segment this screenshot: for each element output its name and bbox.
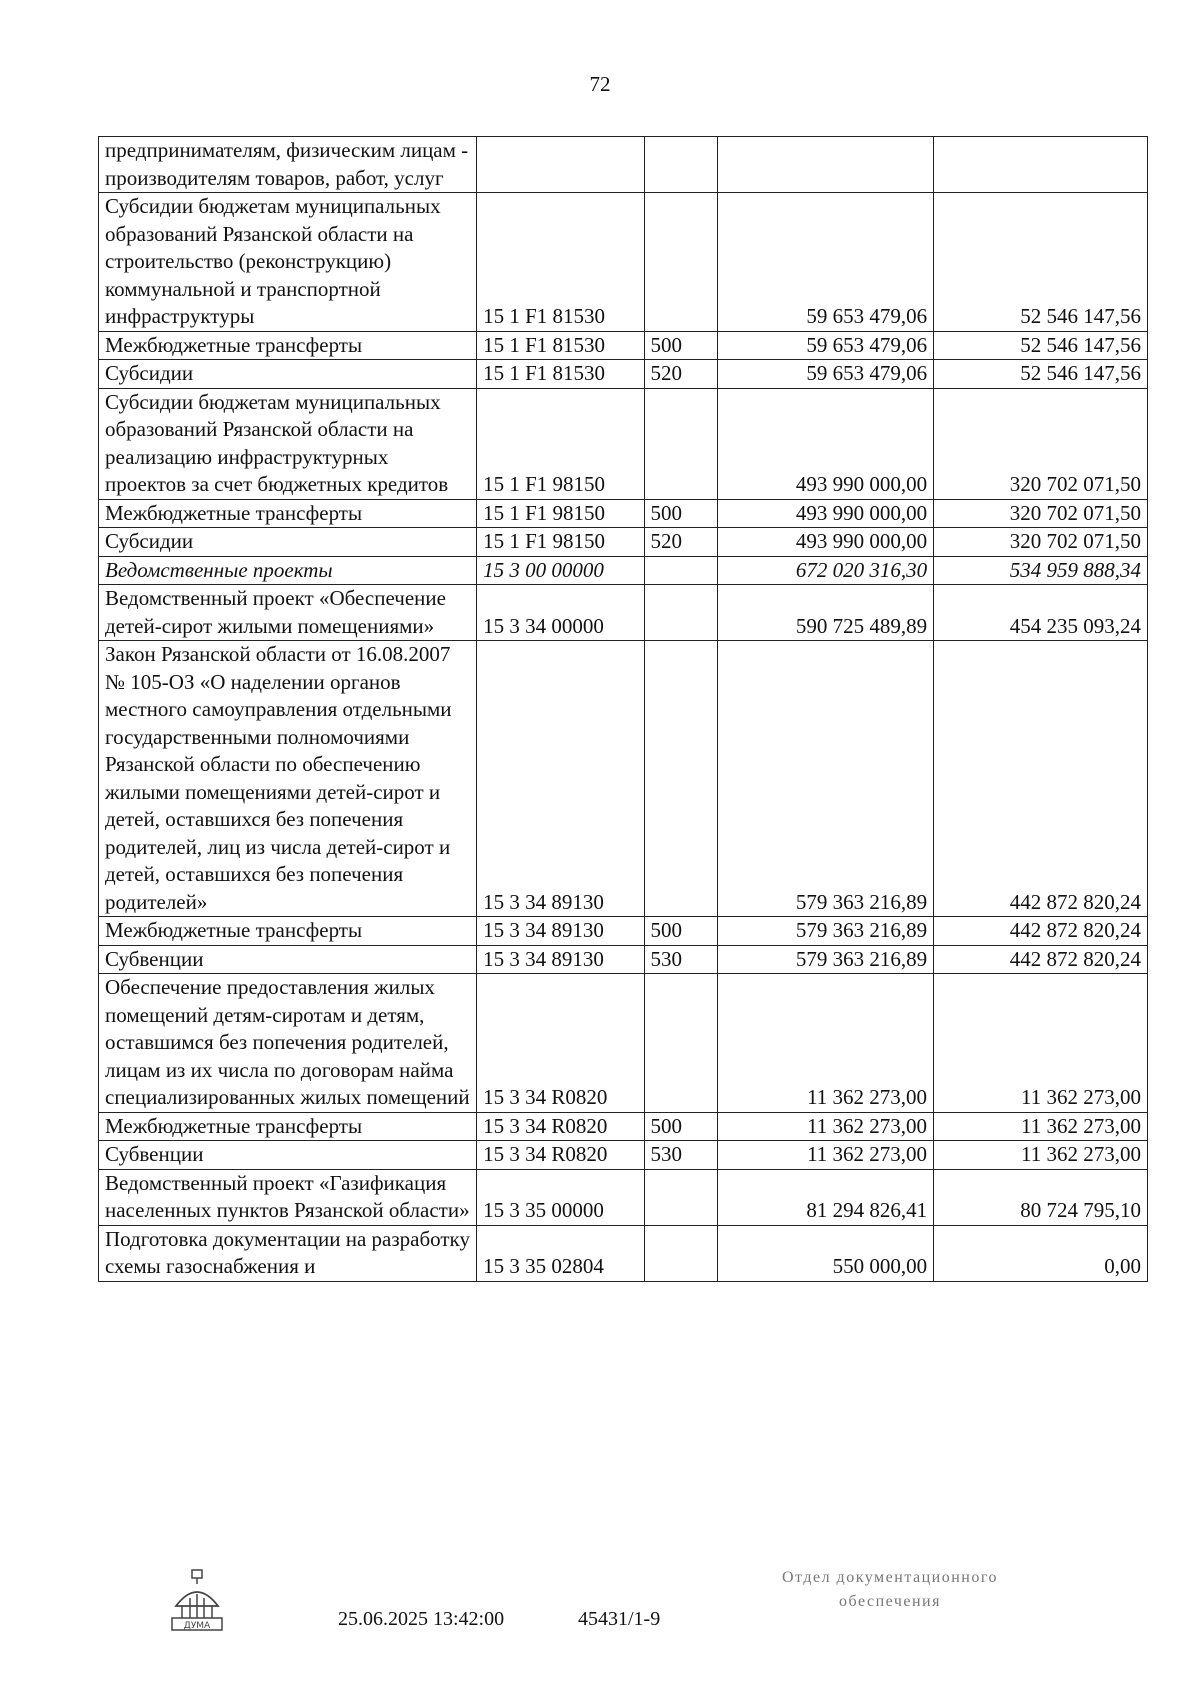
row-name-cell: Межбюджетные трансферты	[99, 917, 477, 946]
row-name-cell: Ведомственный проект «Газификация населенных пунктов Рязанской области»	[99, 1169, 477, 1225]
row-type-cell	[644, 974, 717, 1113]
row-amount2-cell: 320 702 071,50	[934, 528, 1148, 557]
table-row	[99, 641, 1148, 917]
row-type-cell	[644, 1225, 717, 1281]
row-code-cell: 15 1 F1 98150	[477, 499, 644, 528]
row-amount1-cell: 550 000,00	[718, 1225, 934, 1281]
table-row	[99, 585, 1148, 641]
duma-logo-icon	[168, 1568, 226, 1632]
row-type-cell	[644, 137, 717, 193]
row-name-cell: Закон Рязанской области от 16.08.2007 № 105-ОЗ «О наделении органов местного самоуправления отдельными государственными полномочиями Рязанской области по обеспечению жилыми помещениями детей-сирот и детей, оставшихся без попечения родителей, лиц из числа детей-сирот и детей, оставшихся без попечения родителей»	[99, 641, 477, 917]
row-type-cell	[644, 193, 717, 332]
row-name-cell: Ведомственные проекты	[99, 556, 477, 585]
row-type-cell: 500	[644, 1112, 717, 1141]
row-amount2-cell: 11 362 273,00	[934, 1112, 1148, 1141]
row-amount1-cell: 590 725 489,89	[718, 585, 934, 641]
row-amount1-cell	[718, 137, 934, 193]
row-name-cell: Субвенции	[99, 945, 477, 974]
row-type-cell: 500	[644, 499, 717, 528]
row-type-cell: 500	[644, 331, 717, 360]
row-amount2-cell: 52 546 147,56	[934, 193, 1148, 332]
row-type-cell	[644, 388, 717, 499]
stamp-line-1: Отдел документационного	[781, 1569, 999, 1586]
row-code-cell: 15 1 F1 81530	[477, 331, 644, 360]
row-amount1-cell: 493 990 000,00	[718, 499, 934, 528]
budget-table-body	[99, 137, 1148, 1282]
row-code-cell: 15 3 34 00000	[477, 585, 644, 641]
row-code-cell: 15 1 F1 81530	[477, 360, 644, 389]
row-code-cell	[477, 137, 644, 193]
table-row	[99, 945, 1148, 974]
row-name-cell: предпринимателям, физическим лицам - производителям товаров, работ, услуг	[99, 137, 477, 193]
row-name-cell: Обеспечение предоставления жилых помещений детям-сиротам и детям, оставшимся без попечения родителей, лицам из их числа по договорам найма специализированных жилых помещений	[99, 974, 477, 1113]
row-amount2-cell: 454 235 093,24	[934, 585, 1148, 641]
row-code-cell: 15 3 34 R0820	[477, 974, 644, 1113]
row-amount1-cell: 59 653 479,06	[718, 360, 934, 389]
row-code-cell: 15 3 35 02804	[477, 1225, 644, 1281]
row-amount2-cell: 52 546 147,56	[934, 360, 1148, 389]
row-type-cell: 530	[644, 945, 717, 974]
row-amount2-cell: 320 702 071,50	[934, 499, 1148, 528]
row-amount2-cell	[934, 137, 1148, 193]
row-amount1-cell: 11 362 273,00	[718, 1112, 934, 1141]
row-name-cell: Субсидии	[99, 528, 477, 557]
row-amount2-cell: 52 546 147,56	[934, 331, 1148, 360]
row-code-cell: 15 3 34 89130	[477, 945, 644, 974]
row-name-cell: Подготовка документации на разработку схемы газоснабжения и	[99, 1225, 477, 1281]
svg-text:ДУМА: ДУМА	[183, 1621, 211, 1631]
row-amount1-cell: 579 363 216,89	[718, 945, 934, 974]
row-amount2-cell: 534 959 888,34	[934, 556, 1148, 585]
row-code-cell: 15 1 F1 81530	[477, 193, 644, 332]
row-code-cell: 15 3 34 89130	[477, 917, 644, 946]
row-amount2-cell: 11 362 273,00	[934, 974, 1148, 1113]
row-amount1-cell: 579 363 216,89	[718, 641, 934, 917]
row-amount2-cell: 320 702 071,50	[934, 388, 1148, 499]
row-code-cell: 15 3 34 89130	[477, 641, 644, 917]
row-amount1-cell: 493 990 000,00	[718, 388, 934, 499]
row-type-cell: 520	[644, 528, 717, 557]
table-row	[99, 528, 1148, 557]
row-code-cell: 15 1 F1 98150	[477, 528, 644, 557]
table-row	[99, 1225, 1148, 1281]
row-amount1-cell: 672 020 316,30	[718, 556, 934, 585]
row-amount2-cell: 442 872 820,24	[934, 917, 1148, 946]
stamp-line-2: обеспечения	[839, 1593, 941, 1610]
table-row	[99, 360, 1148, 389]
row-type-cell	[644, 1169, 717, 1225]
row-amount1-cell: 59 653 479,06	[718, 193, 934, 332]
table-row	[99, 331, 1148, 360]
row-name-cell: Субсидии бюджетам муниципальных образований Рязанской области на строительство (реконструкцию) коммунальной и транспортной инфраструктуры	[99, 193, 477, 332]
row-name-cell: Субвенции	[99, 1141, 477, 1170]
row-code-cell: 15 3 34 R0820	[477, 1112, 644, 1141]
row-name-cell: Ведомственный проект «Обеспечение детей-сирот жилыми помещениями»	[99, 585, 477, 641]
row-amount1-cell: 11 362 273,00	[718, 974, 934, 1113]
row-type-cell: 530	[644, 1141, 717, 1170]
row-amount1-cell: 81 294 826,41	[718, 1169, 934, 1225]
row-name-cell: Субсидии	[99, 360, 477, 389]
table-row	[99, 1169, 1148, 1225]
row-amount2-cell: 80 724 795,10	[934, 1169, 1148, 1225]
table-row	[99, 193, 1148, 332]
table-row	[99, 388, 1148, 499]
footer-date: 25.06.2025 13:42:00	[338, 1608, 505, 1630]
row-type-cell	[644, 641, 717, 917]
row-code-cell: 15 3 34 R0820	[477, 1141, 644, 1170]
row-amount2-cell: 0,00	[934, 1225, 1148, 1281]
page-number: 72	[589, 72, 611, 96]
row-name-cell: Субсидии бюджетам муниципальных образований Рязанской области на реализацию инфраструктурных проектов за счет бюджетных кредитов	[99, 388, 477, 499]
table-row	[99, 137, 1148, 193]
row-code-cell: 15 3 35 00000	[477, 1169, 644, 1225]
footer-reference-number: 45431/1-9	[578, 1608, 661, 1630]
row-amount2-cell: 11 362 273,00	[934, 1141, 1148, 1170]
department-stamp	[740, 1566, 1040, 1614]
row-amount1-cell: 579 363 216,89	[718, 917, 934, 946]
table-row	[99, 1141, 1148, 1170]
row-amount1-cell: 59 653 479,06	[718, 331, 934, 360]
table-row	[99, 556, 1148, 585]
row-type-cell	[644, 556, 717, 585]
row-amount2-cell: 442 872 820,24	[934, 945, 1148, 974]
table-row	[99, 499, 1148, 528]
table-row	[99, 974, 1148, 1113]
row-name-cell: Межбюджетные трансферты	[99, 499, 477, 528]
row-code-cell: 15 3 00 00000	[477, 556, 644, 585]
row-code-cell: 15 1 F1 98150	[477, 388, 644, 499]
row-name-cell: Межбюджетные трансферты	[99, 1112, 477, 1141]
budget-table	[98, 136, 1148, 1282]
table-row	[99, 1112, 1148, 1141]
row-type-cell: 520	[644, 360, 717, 389]
row-amount1-cell: 11 362 273,00	[718, 1141, 934, 1170]
row-type-cell	[644, 585, 717, 641]
row-amount2-cell: 442 872 820,24	[934, 641, 1148, 917]
row-name-cell: Межбюджетные трансферты	[99, 331, 477, 360]
table-row	[99, 917, 1148, 946]
row-type-cell: 500	[644, 917, 717, 946]
row-amount1-cell: 493 990 000,00	[718, 528, 934, 557]
